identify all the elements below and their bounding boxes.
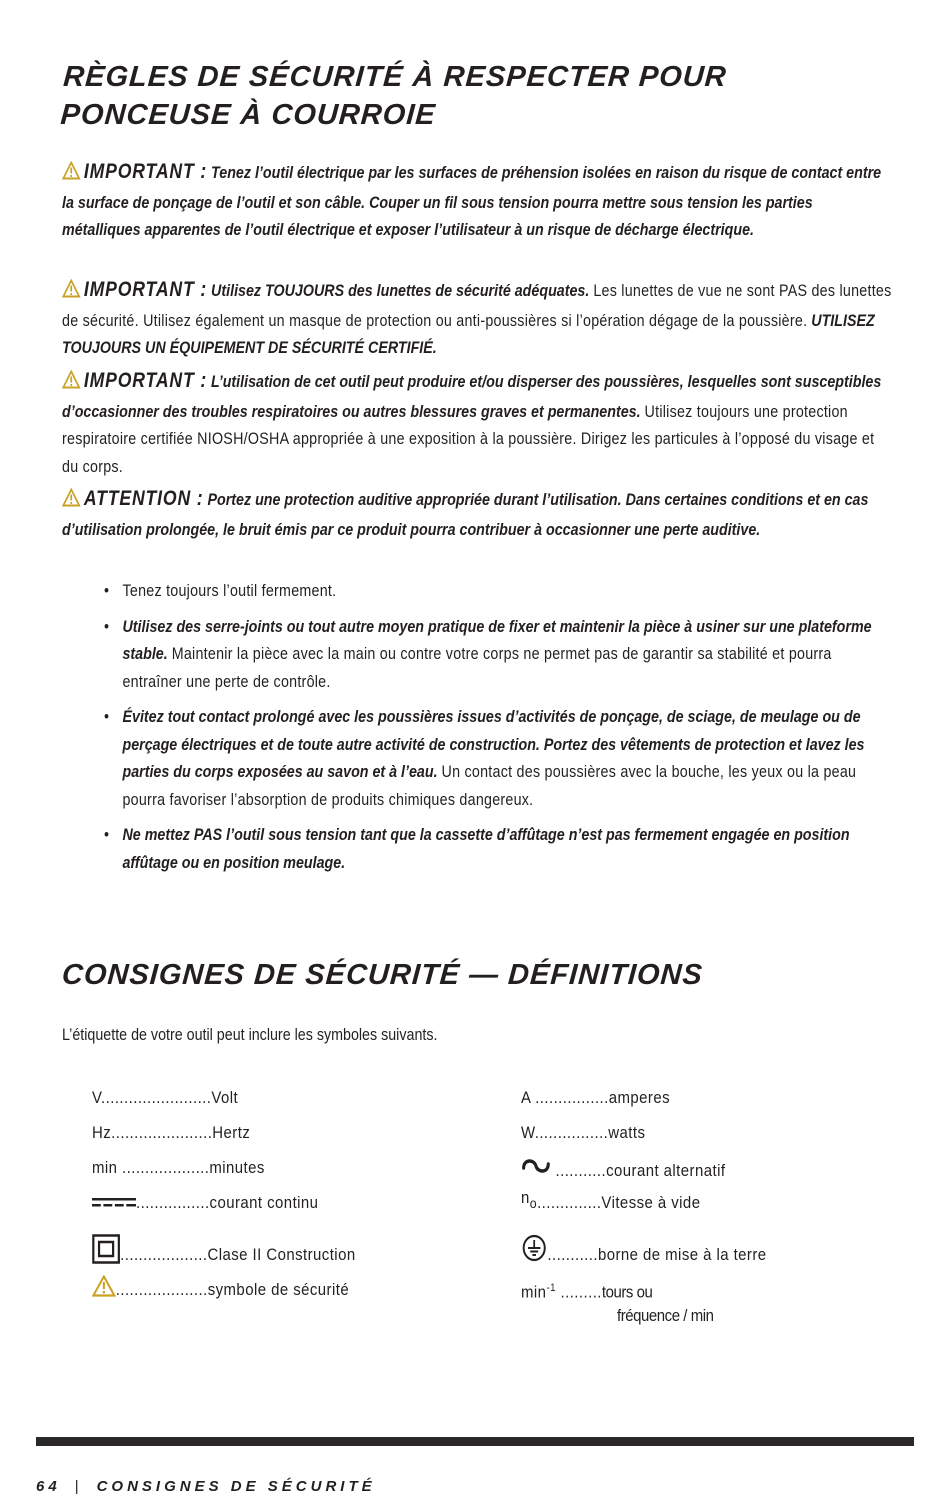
symbol-row: ...........borne de mise à la terre <box>521 1234 767 1272</box>
symbol-row: ...........courant alternatif <box>521 1155 725 1185</box>
warning-triangle-icon <box>62 279 80 307</box>
list-item: • Ne mettez PAS l’outil sous tension tant que la cassette d’affûtage n’est pas fermement engagée en position affûtage ou en position meulage. <box>104 825 850 872</box>
warning-text: L’utilisation de cet outil peut produire et/ou disperser des poussières, lesquelles sont susceptibles d’occasionner des troubles respiratoires ou autres blessures graves et permanentes. <box>62 372 882 421</box>
warning-emphasis: UTILISEZ TOUJOURS UN ÉQUIPEMENT DE SÉCURITÉ CERTIFIÉ. <box>62 310 875 357</box>
symbol-row: $\min^{-1}$ .........tours ou <box>521 1282 653 1302</box>
symbol-row: no..............Vitesse à vide <box>521 1188 701 1212</box>
symbol-row: ....................symbole de sécurité <box>92 1275 349 1305</box>
warning-detail: Les lunettes de vue ne sont PAS des lunettes de sécurité. Utilisez également un masque de protection ou anti-poussières si l’opération dégage de la poussière. <box>62 281 892 330</box>
warning-triangle-icon <box>62 370 80 398</box>
symbol-row: ................courant continu <box>92 1190 318 1217</box>
list-item: • Tenez toujours l’outil fermement. <box>104 581 337 600</box>
warning-label: IMPORTANT : <box>83 160 208 183</box>
section-title-definitions: CONSIGNES DE SÉCURITÉ — DÉFINITIONS <box>60 959 704 991</box>
warning-detail: Utilisez toujours une protection respiratoire certifiée NIOSH/OSHA appropriée à une exposition à la poussière. Dirigez les particules à l’opposé du visage et du corps. <box>62 401 875 476</box>
warning-triangle-icon <box>62 488 80 516</box>
class-ii-construction-icon <box>92 1234 120 1272</box>
earth-ground-icon <box>521 1234 547 1272</box>
symbol-row: ...................Clase II Construction <box>92 1234 356 1272</box>
symbol-definition-continued: fréquence / min <box>617 1306 714 1325</box>
direct-current-icon <box>92 1191 136 1217</box>
symbol-row: min ...................minutes <box>92 1158 265 1177</box>
warning-text: Utilisez TOUJOURS des lunettes de sécurité adéquates. <box>211 281 590 300</box>
warning-triangle-icon <box>62 161 80 189</box>
alternating-current-icon <box>521 1155 551 1185</box>
warning-text: Portez une protection auditive appropriée durant l’utilisation. Dans certaines conditions et en cas d’utilisation prolongée, le bruit émis par ce produit pourra contribuer à occasionner une perte auditive. <box>62 490 869 539</box>
footer-rule <box>36 1437 914 1446</box>
symbol-row: Hz......................Hertz <box>92 1123 251 1142</box>
page-title: RÈGLES DE SÉCURITÉ À RESPECTER POUR PONCEUSE À COURROIE <box>59 61 728 131</box>
safety-alert-icon <box>92 1275 116 1305</box>
page-footer <box>36 1478 376 1495</box>
warning-block-4 <box>62 485 892 543</box>
definitions-intro: L’étiquette de votre outil peut inclure les symboles suivants. <box>62 1025 438 1044</box>
warning-label: IMPORTANT : <box>83 278 208 301</box>
warning-block-3 <box>62 367 892 480</box>
warning-text: Tenez l’outil électrique par les surfaces de préhension isolées en raison du risque de contact entre la surface de ponçage de l’outil et son câble. Couper un fil sous tension pourra mettre sous tension les parties métalliques apparentes de l’outil électrique et exposer l’utilisateur à un risque de décharge électrique. <box>62 163 882 239</box>
symbol-row: V........................Volt <box>92 1088 239 1107</box>
symbol-row: W................watts <box>521 1123 646 1142</box>
footer-section-title: CONSIGNES DE SÉCURITÉ <box>96 1478 376 1495</box>
warning-label: IMPORTANT : <box>83 369 208 392</box>
warning-label: ATTENTION : <box>83 487 204 510</box>
warning-block-1 <box>62 158 892 244</box>
symbol-row: A ................amperes <box>521 1088 671 1107</box>
footer-separator: | <box>74 1478 83 1495</box>
warning-block-2 <box>62 276 892 362</box>
list-item: • Utilisez des serre-joints ou tout autre moyen pratique de fixer et maintenir la pièce à usiner sur une plateforme stable. Maintenir la pièce avec la main ou contre votre corps ne permet pas de garantir sa stabilité et pourra entraîner une perte de contrôle. <box>104 616 872 691</box>
safety-bullet-list <box>104 577 885 876</box>
page-number: 64 <box>36 1478 61 1495</box>
list-item: • Évitez tout contact prolongé avec les poussières issues d’activités de ponçage, de sciage, de meulage ou de perçage électriques et de toute autre activité de construction. Portez des vêtements de protection et lavez les parties du corps exposées au savon et à l’eau. Un contact des poussières avec la bouche, les yeux ou la peau pourra favoriser l’absorption de produits chimiques dangereux. <box>104 707 865 809</box>
